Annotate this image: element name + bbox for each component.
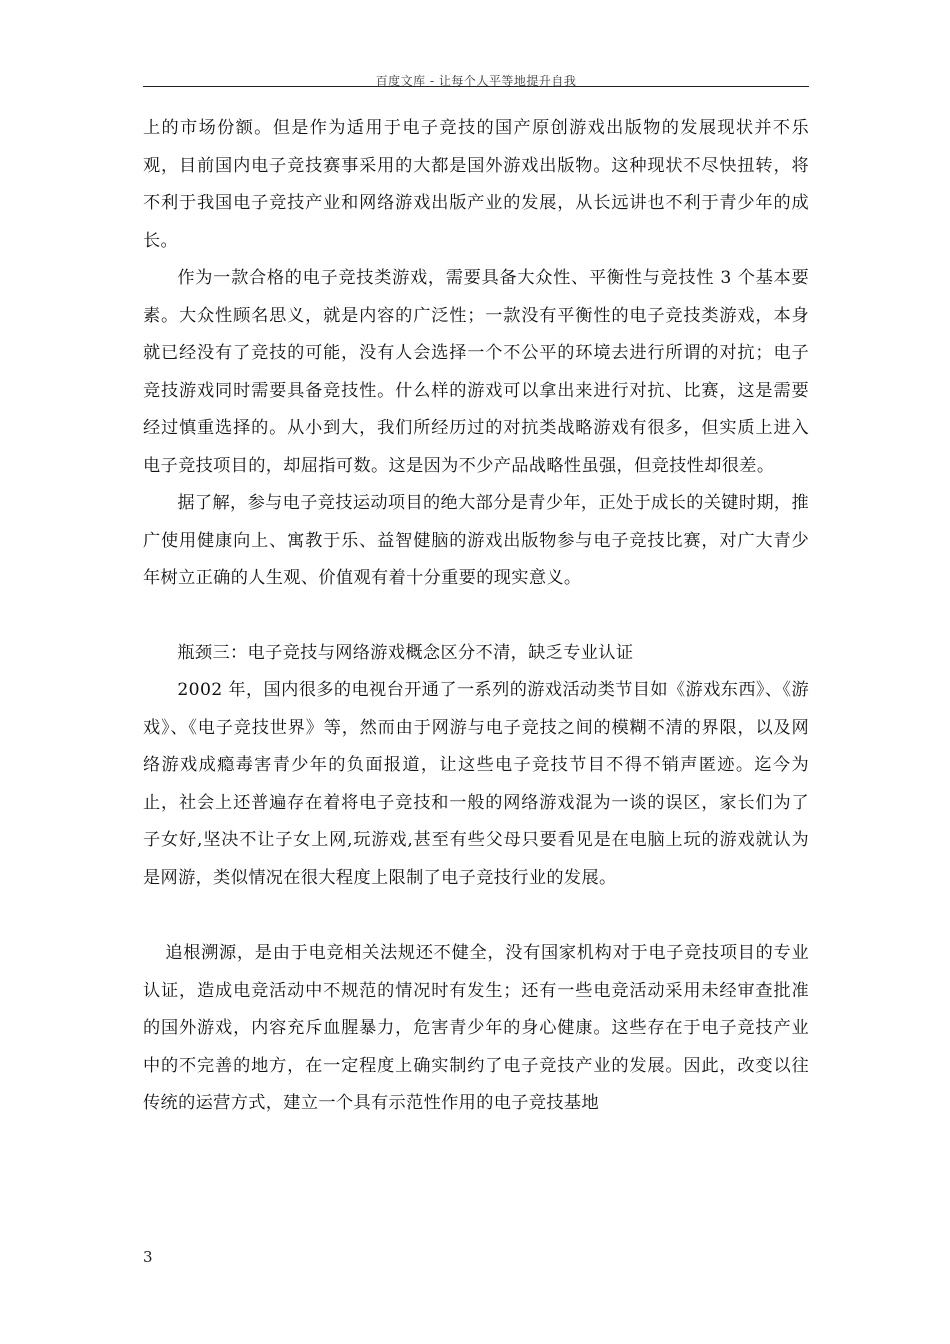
- paragraph-youth-significance: 据了解，参与电子竞技运动项目的绝大部分是青少年，正处于成长的关键时期，推广使用健康向上、寓教于乐、益智健脑的游戏出版物参与电子竞技比赛，对广大青少年树立正确的人生观、价值观有着十分重要的现实意义。: [143, 493, 809, 588]
- paragraph-root-cause: 追根溯源，是由于电竞相关法规还不健全，没有国家机构对于电子竞技项目的专业认证，造成电竞活动中不规范的情况时有发生；还有一些电竞活动采用未经审查批准的国外游戏，内容充斥血腥暴力，危害青少年的身心健康。这些存在于电子竞技产业中的不完善的地方，在一定程度上确实制约了电子竞技产业的发展。因此，改变以往传统的运营方式，建立一个具有示范性作用的电子竞技基地: [143, 943, 809, 1113]
- page-header: 百度文库 - 让每个人平等地提升自我: [375, 74, 577, 88]
- document-body: [143, 110, 809, 1123]
- section-heading-bottleneck-three: 瓶颈三：电子竞技与网络游戏概念区分不清，缺乏专业认证: [177, 642, 634, 663]
- paragraph-game-elements: 作为一款合格的电子竞技类游戏，需要具备大众性、平衡性与竞技性 3 个基本要素。大众性顾名思义，就是内容的广泛性；一款没有平衡性的电子竞技类游戏，本身就已经没有了竞技的可能，没有人会选择一个不公平的环境去进行所谓的对抗；电子竞技游戏同时需要具备竞技性。什么样的游戏可以拿出来进行对抗、比赛，这是需要经过慎重选择的。从小到大，我们所经历过的对抗类战略游戏有很多，但实质上进入电子竞技项目的，却屈指可数。这是因为不少产品战略性虽强，但竞技性却很差。: [143, 268, 809, 476]
- header-divider: [143, 86, 809, 87]
- paragraph-market-share: 上的市场份额。但是作为适用于电子竞技的国产原创游戏出版物的发展现状并不乐观，目前国内电子竞技赛事采用的大都是国外游戏出版物。这种现状不尽快扭转，将不利于我国电子竞技产业和网络游戏出版产业的发展，从长远讲也不利于青少年的成长。: [143, 118, 809, 251]
- paragraph-tv-programs: 2002 年，国内很多的电视台开通了一系列的游戏活动类节目如《游戏东西》、《游戏》、《电子竞技世界》等，然而由于网游与电子竞技之间的模糊不清的界限，以及网络游戏成瘾毒害青少年的负面报道，让这些电子竞技节目不得不销声匿迹。迄今为止，社会上还普遍存在着将电子竞技和一般的网络游戏混为一谈的误区，家长们为了子女好,坚决不让子女上网,玩游戏,甚至有些父母只要看见是在电脑上玩的游戏就认为是网游，类似情况在很大程度上限制了电子竞技行业的发展。: [143, 680, 809, 888]
- page-number: 3: [143, 1248, 153, 1266]
